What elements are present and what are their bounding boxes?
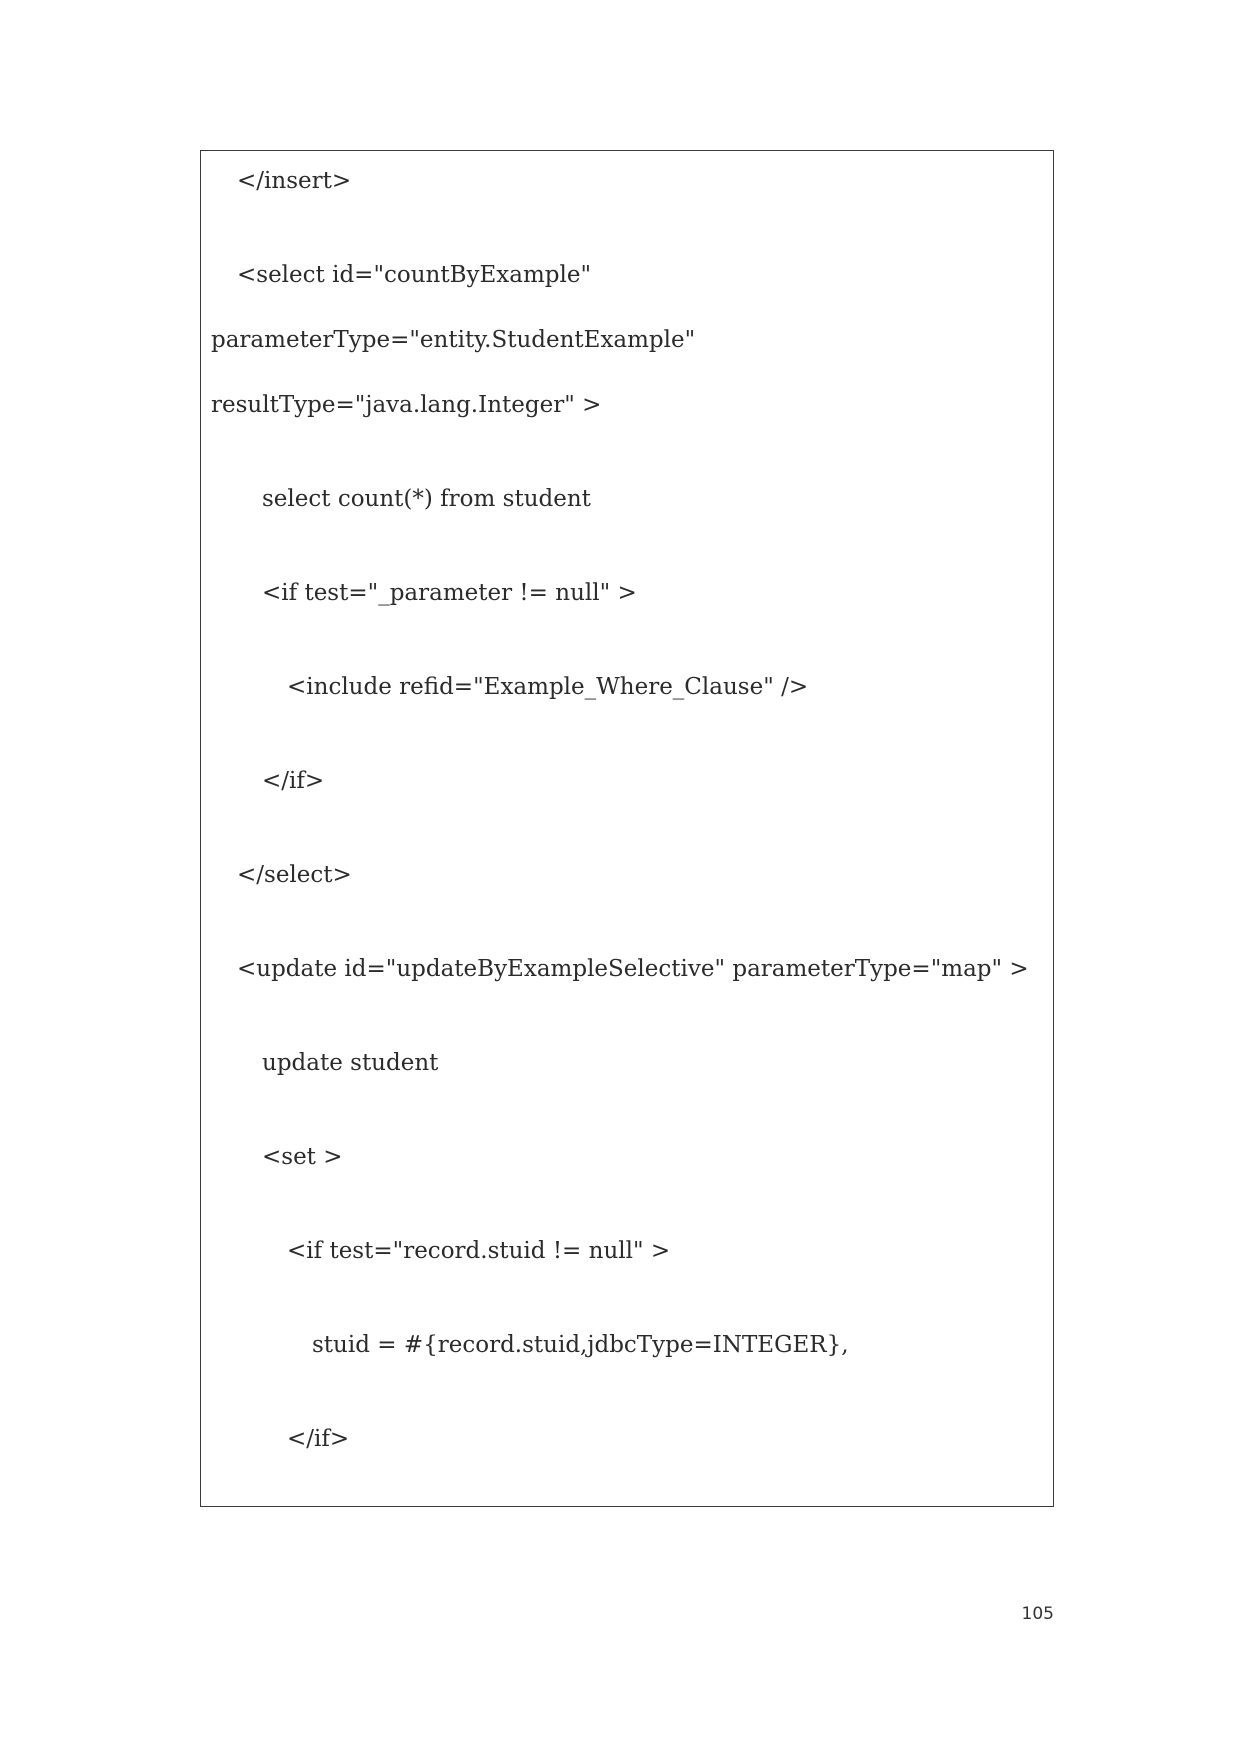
code-line: update student [262,1050,439,1076]
page-number: 105 [1021,1604,1054,1624]
code-line: <set > [262,1144,343,1170]
code-line: <include refid="Example_Where_Clause" /> [287,674,809,700]
code-line: <if test="record.stuid != null" > [287,1238,671,1264]
code-line: </if> [287,1426,350,1452]
code-listing-box [200,150,1054,1507]
code-line: </if> [262,768,325,794]
code-line: stuid = #{record.stuid,jdbcType=INTEGER}, [312,1332,849,1358]
code-line: </insert> [237,168,352,194]
code-line: </select> [237,862,352,888]
code-line: <select id="countByExample" [237,262,592,288]
code-line: <update id="updateByExampleSelective" parameterType="map" > [237,956,1029,982]
code-line: select count(*) from student [262,486,591,512]
code-line: <if test="_parameter != null" > [262,580,637,606]
code-line: parameterType="entity.StudentExample" [211,327,696,353]
code-line: resultType="java.lang.Integer" > [211,392,602,418]
